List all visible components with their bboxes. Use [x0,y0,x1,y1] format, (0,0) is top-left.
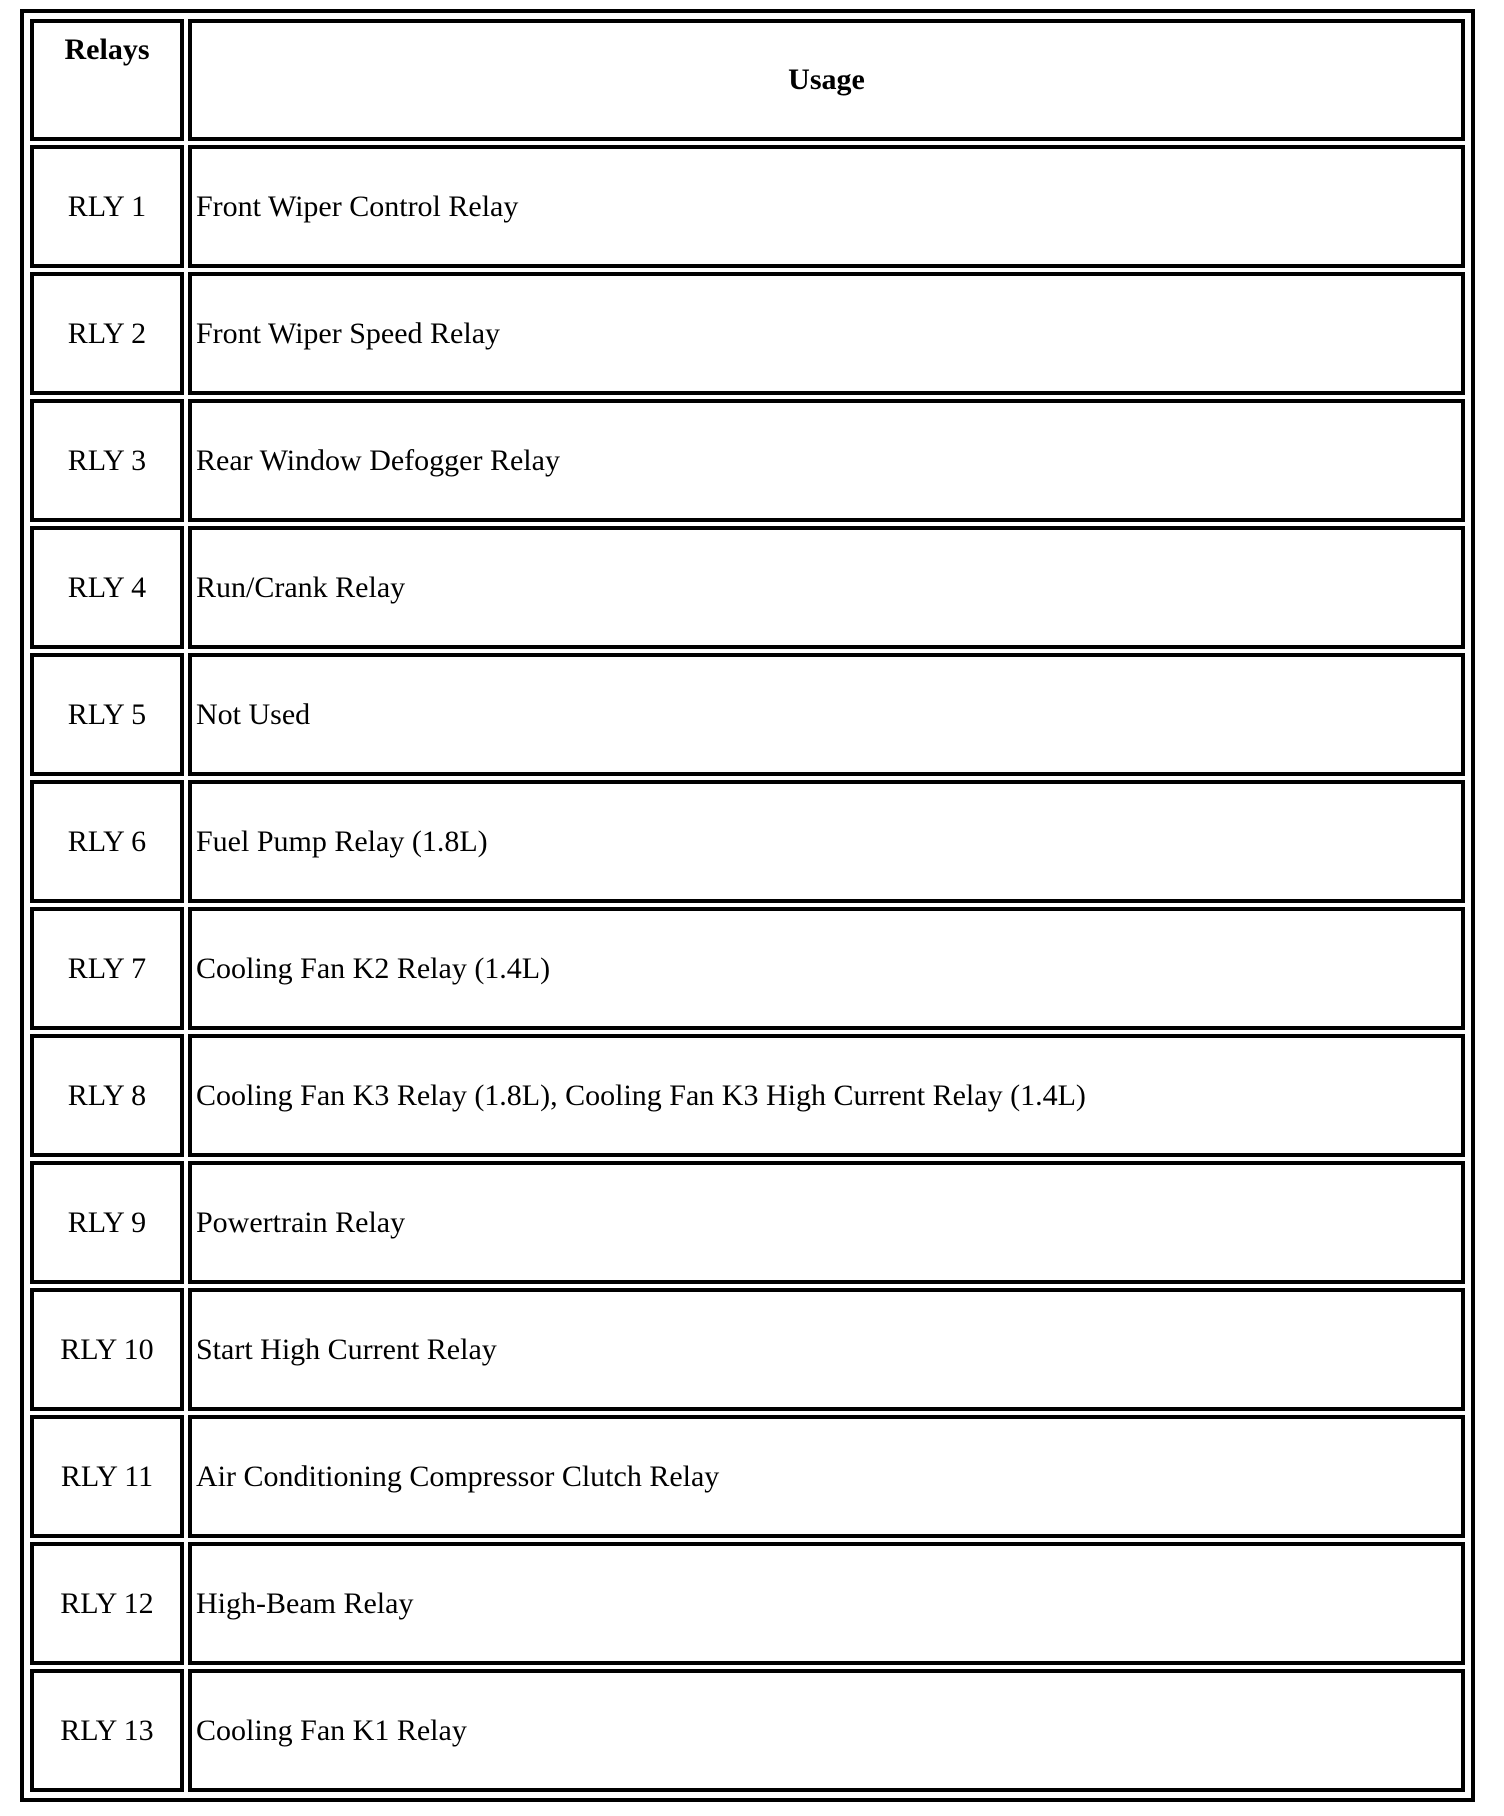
table-row [30,1034,1465,1157]
relay-id-cell: RLY 13 [30,1669,184,1792]
table-row [30,1415,1465,1538]
table-row [30,1288,1465,1411]
usage-column-header: Usage [188,19,1465,141]
relays-column-header: Relays [30,19,184,141]
relay-usage-cell: Run/Crank Relay [188,526,1465,649]
table-row [30,399,1465,522]
table-row [30,653,1465,776]
relay-usage-cell: Cooling Fan K1 Relay [188,1669,1465,1792]
relay-id-cell: RLY 3 [30,399,184,522]
relay-id-cell: RLY 12 [30,1542,184,1665]
table-row [30,780,1465,903]
relay-id-cell: RLY 7 [30,907,184,1030]
table-row [30,1542,1465,1665]
relay-usage-table-frame [20,9,1475,1802]
relay-id-cell: RLY 4 [30,526,184,649]
relay-id-cell: RLY 2 [30,272,184,395]
relay-usage-cell: Front Wiper Control Relay [188,145,1465,268]
relay-usage-table [26,15,1469,1796]
table-row [30,1669,1465,1792]
table-row [30,272,1465,395]
relay-usage-cell: Cooling Fan K3 Relay (1.8L), Cooling Fan K3 High Current Relay (1.4L) [188,1034,1465,1157]
table-row [30,526,1465,649]
relay-usage-cell: Start High Current Relay [188,1288,1465,1411]
relay-id-cell: RLY 1 [30,145,184,268]
relay-id-cell: RLY 8 [30,1034,184,1157]
relay-id-cell: RLY 9 [30,1161,184,1284]
table-row [30,1161,1465,1284]
table-header-row [30,19,1465,141]
relay-id-cell: RLY 11 [30,1415,184,1538]
table-row [30,145,1465,268]
relay-id-cell: RLY 10 [30,1288,184,1411]
relay-usage-cell: Fuel Pump Relay (1.8L) [188,780,1465,903]
relay-usage-cell: Air Conditioning Compressor Clutch Relay [188,1415,1465,1538]
relay-usage-cell: Cooling Fan K2 Relay (1.4L) [188,907,1465,1030]
relay-usage-cell: Powertrain Relay [188,1161,1465,1284]
relay-usage-cell: Not Used [188,653,1465,776]
relay-usage-cell: Front Wiper Speed Relay [188,272,1465,395]
relay-usage-cell: High-Beam Relay [188,1542,1465,1665]
relay-usage-cell: Rear Window Defogger Relay [188,399,1465,522]
relay-id-cell: RLY 6 [30,780,184,903]
table-row [30,907,1465,1030]
relay-id-cell: RLY 5 [30,653,184,776]
